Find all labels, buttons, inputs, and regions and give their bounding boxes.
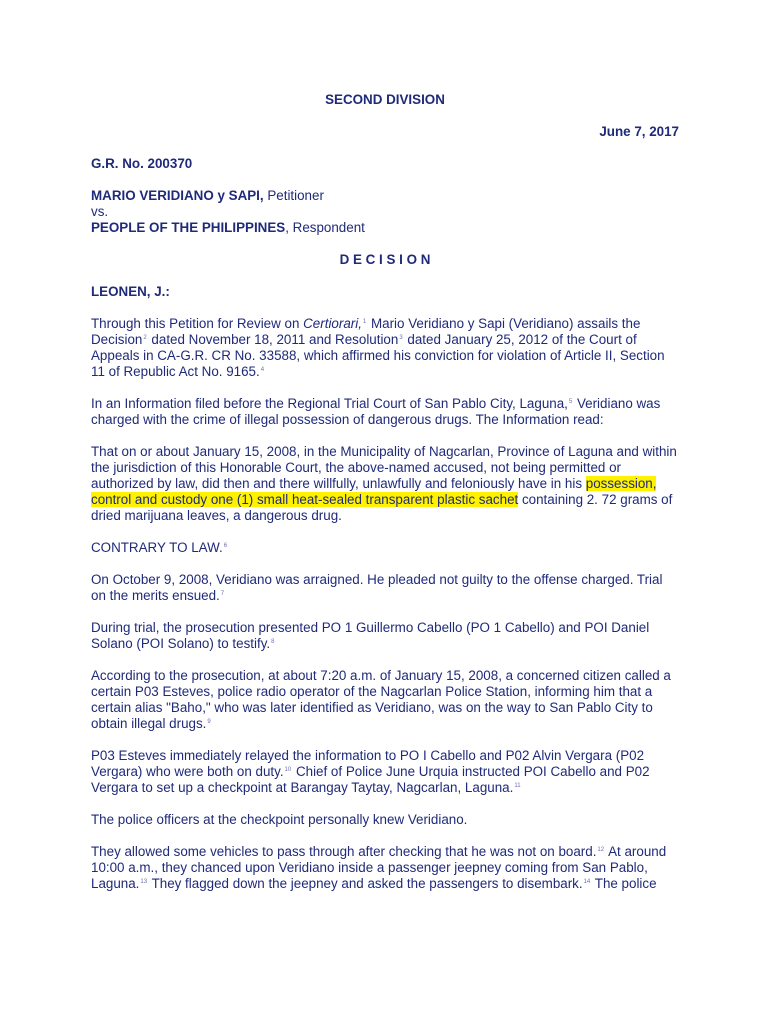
petitioner-role: Petitioner bbox=[263, 188, 324, 203]
footnote-ref[interactable]: 7 bbox=[220, 590, 225, 597]
division-heading: SECOND DIVISION bbox=[325, 92, 445, 107]
paragraph-checkpoint: P03 Esteves immediately relayed the information to PO I Cabello and P02 Alvin Vergara (P02 Vergara) who were both on duty.$^{10}$ Chief of Police June Urquia instructed POI Cabello and P02 Vergara to set up a checkpoint at Barangay Taytay, Nagcarlan, Laguna.$^{11}$ bbox=[91, 748, 650, 795]
footnote-ref[interactable]: 5 bbox=[568, 398, 573, 405]
decision-date: June 7, 2017 bbox=[599, 124, 679, 139]
footnote-ref[interactable]: 10 bbox=[284, 766, 292, 773]
paragraph-1: Through this Petition for Review on Certiorari,$^1$ Mario Veridiano y Sapi (Veridiano) assails the Decision$^2$ dated November 18, 2011 and Resolution$^3$ dated January 25, 2012 of the Court of Appeals in CA-G.R. CR No. 33588, which affirmed his conviction for violation of Article II, Section 11 of Republic Act No. 9165.$^4$ bbox=[91, 316, 665, 379]
versus-label: vs. bbox=[91, 204, 109, 219]
footnote-ref[interactable]: 13 bbox=[140, 878, 148, 885]
footnote-ref[interactable]: 6 bbox=[223, 542, 228, 549]
footnote-ref[interactable]: 4 bbox=[260, 366, 265, 373]
respondent-line bbox=[91, 220, 679, 236]
footnote-ref[interactable]: 14 bbox=[583, 878, 591, 885]
paragraph-officers: The police officers at the checkpoint personally knew Veridiano. bbox=[91, 812, 468, 827]
document-body bbox=[91, 92, 679, 892]
footnote-ref[interactable]: 9 bbox=[207, 718, 211, 725]
paragraph-jeepney: They allowed some vehicles to pass through after checking that he was not on board.$^{12}$ At around 10:00 a.m., they chanced upon Veridiano inside a passenger jeepney coming from San Pablo, Laguna.$^{13}$ They flagged down the jeepney and asked the passengers to disembark.$^{14}$ The police bbox=[91, 844, 667, 891]
footnote-ref[interactable]: 3 bbox=[399, 334, 403, 341]
petitioner-line bbox=[91, 188, 679, 204]
decision-heading: D E C I S I O N bbox=[339, 252, 431, 267]
paragraph-contrary: CONTRARY TO LAW.$^6$ bbox=[91, 540, 228, 555]
footnote-ref[interactable]: 2 bbox=[143, 334, 147, 341]
respondent-name: PEOPLE OF THE PHILIPPINES bbox=[91, 220, 286, 235]
petitioner-name: MARIO VERIDIANO y SAPI, bbox=[91, 188, 264, 203]
footnote-ref[interactable]: 1 bbox=[362, 318, 367, 325]
paragraph-arraignment: On October 9, 2008, Veridiano was arraigned. He pleaded not guilty to the offense charged. Trial on the merits ensued.$^7$ bbox=[91, 572, 663, 603]
respondent-role: , Respondent bbox=[285, 220, 365, 235]
paragraph-trial: During trial, the prosecution presented PO 1 Guillermo Cabello (PO 1 Cabello) and POI Daniel Solano (POI Solano) to testify.$^8$ bbox=[91, 620, 650, 651]
gr-number: G.R. No. 200370 bbox=[91, 156, 193, 171]
footnote-ref[interactable]: 8 bbox=[271, 638, 275, 645]
footnote-ref[interactable]: 12 bbox=[597, 846, 605, 853]
highlighted-text: possession, control and custody one (1) small heat-sealed transparent plastic sachet bbox=[91, 476, 657, 507]
footnote-ref[interactable]: 11 bbox=[514, 782, 521, 789]
paragraph-2: In an Information filed before the Regional Trial Court of San Pablo City, Laguna,$^5$ Veridiano was charged with the crime of illegal possession of dangerous drugs. The Information read: bbox=[91, 396, 661, 427]
information-quote: That on or about January 15, 2008, in the Municipality of Nagcarlan, Province of Laguna and within the jurisdiction of this Honorable Court, the above-named accused, not being permitted or authorized by law, did then and there willfully, unlawfully and feloniously have in his possession, control and custody one (1) small heat-sealed transparent plastic sachet containing 2. 72 grams of dried marijuana leaves, a dangerous drug. bbox=[91, 444, 677, 523]
ponente: LEONEN, J.: bbox=[91, 284, 170, 299]
paragraph-prosecution: According to the prosecution, at about 7:20 a.m. of January 15, 2008, a concerned citizen called a certain P03 Esteves, police radio operator of the Nagcarlan Police Station, informing him that a certain alias "Baho," who was later identified as Veridiano, was on the way to San Pablo City to obtain illegal drugs.$^9$ bbox=[91, 668, 671, 731]
